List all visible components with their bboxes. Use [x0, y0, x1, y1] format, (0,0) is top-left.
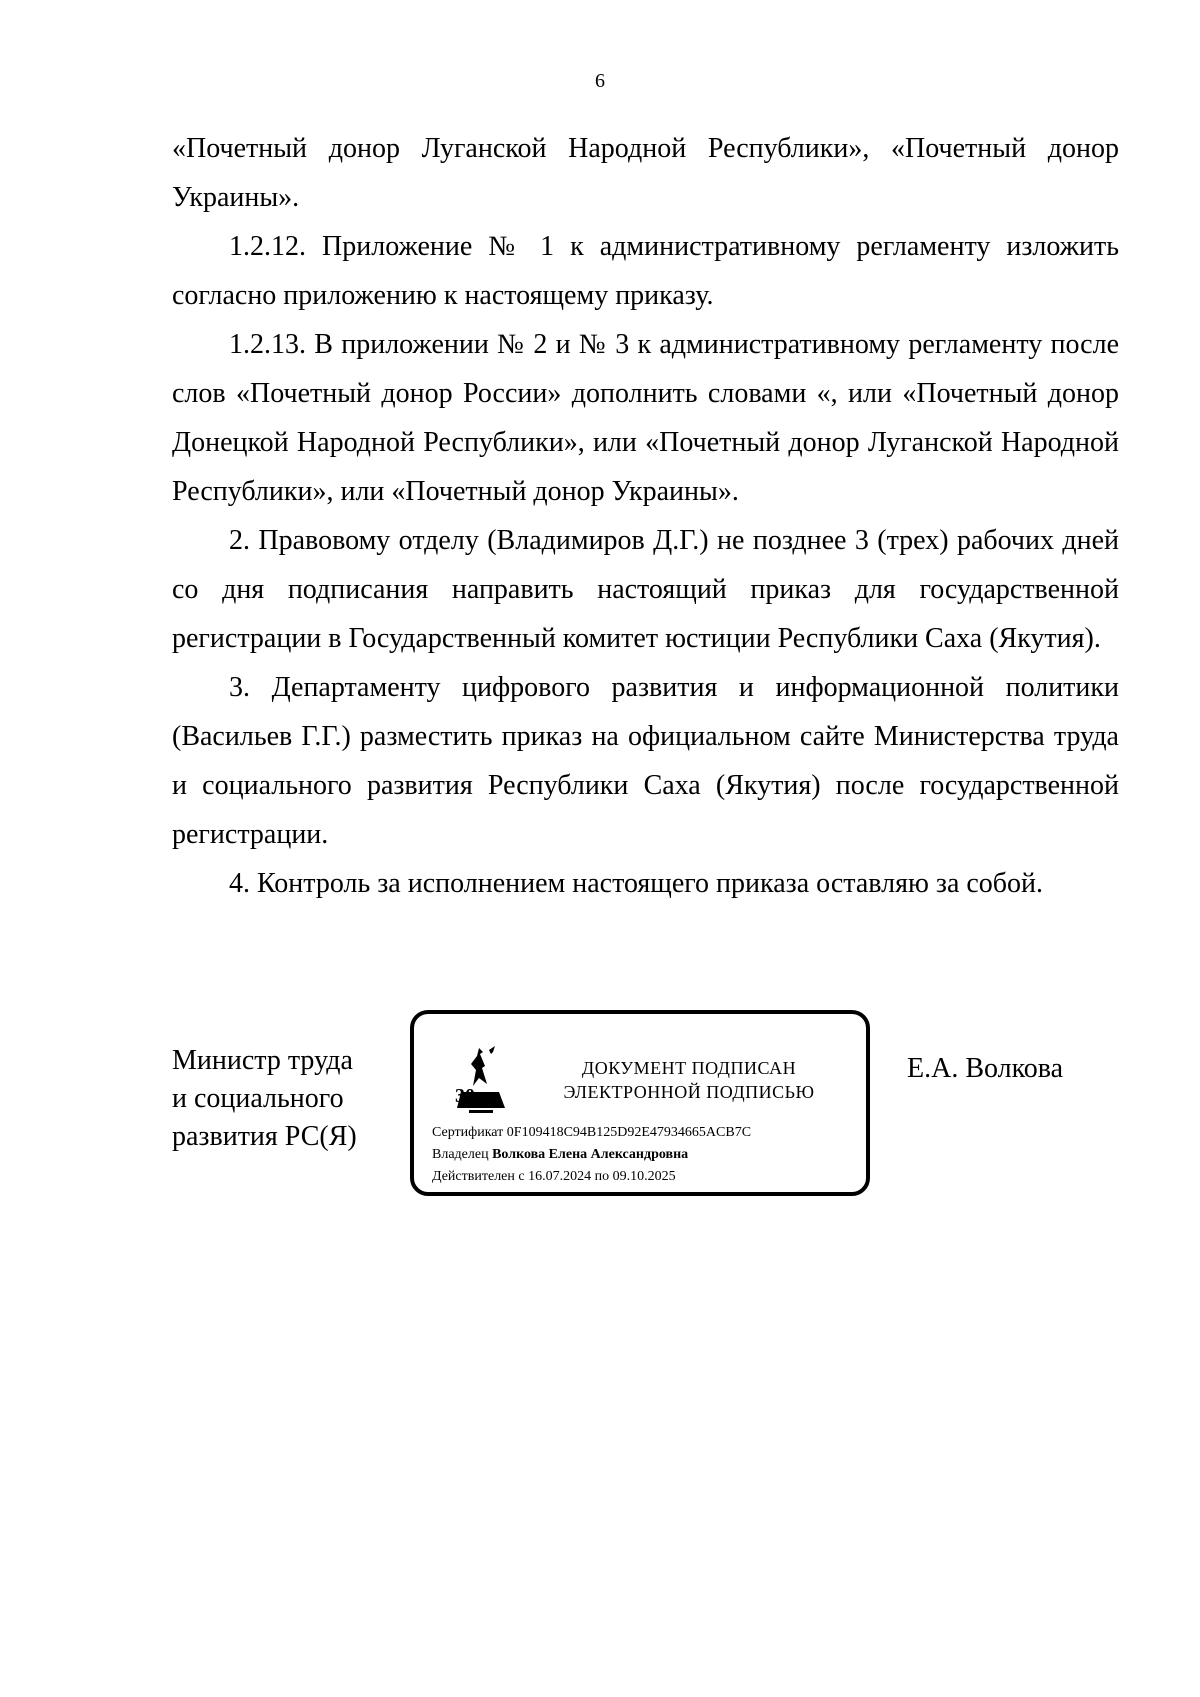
paragraph-4: 4. Контроль за исполнением настоящего приказа оставляю за собой.: [229, 868, 1044, 899]
valid-from-word: с: [518, 1169, 525, 1184]
signature-block: [172, 1042, 1132, 1242]
signer-name: Е.А. Волкова: [907, 1053, 1064, 1084]
stamp-details: [432, 1122, 862, 1188]
certificate-row: [432, 1122, 862, 1144]
position-line: развития РС(Я): [172, 1121, 357, 1152]
certificate-label: Сертификат: [432, 1125, 504, 1140]
stamp-header: [514, 1056, 864, 1104]
electronic-signature-stamp: [410, 1010, 870, 1196]
stamp-header-line: ДОКУМЕНТ ПОДПИСАН: [581, 1058, 797, 1078]
paragraph-1-2-13: 1.2.13. В приложении № 2 и № 3 к административному регламенту после слов «Почетный донор России» дополнить словами «, или «Почетный донор Донецкой Народной Республики», или «Почетный донор Луганской Народной Республики», или «Почетный донор Украины».: [172, 329, 1119, 507]
valid-to-word: по: [594, 1169, 610, 1184]
signer-position: [172, 1042, 382, 1156]
owner-value: Волкова Елена Александровна: [492, 1147, 689, 1162]
paragraph-continuation: «Почетный донор Луганской Народной Республики», «Почетный донор Украины».: [172, 133, 1119, 213]
valid-from: 16.07.2024: [528, 1169, 592, 1184]
certificate-value: 0F109418C94B125D92E47934665ACB7C: [506, 1125, 752, 1140]
paragraph-3: 3. Департаменту цифрового развития и информационной политики (Васильев Г.Г.) разместить приказ на официальном сайте Министерства труда и социального развития Республики Саха (Якутия) после государственной регистрации.: [172, 672, 1119, 850]
stamp-header-line: ЭЛЕКТРОННОЙ ПОДПИСЬЮ: [563, 1082, 815, 1102]
valid-to: 09.10.2025: [612, 1169, 676, 1184]
page-number: 6: [595, 70, 605, 92]
paragraph-2: 2. Правовому отделу (Владимиров Д.Г.) не позднее 3 (трех) рабочих дней со дня подписания направить настоящий приказ для государственной регистрации в Государственный комитет юстиции Республики Саха (Якутия).: [172, 525, 1119, 654]
emblem-number: 30: [455, 1085, 475, 1107]
paragraph-1-2-12: 1.2.12. Приложение № 1 к административному регламенту изложить согласно приложению к настоящему приказу.: [172, 231, 1119, 311]
document-body: [172, 124, 1119, 908]
position-line: и социального: [172, 1083, 344, 1114]
validity-row: [432, 1166, 862, 1188]
position-line: Министр труда: [172, 1045, 353, 1076]
owner-row: [432, 1144, 862, 1166]
valid-label: Действителен: [432, 1169, 515, 1184]
owner-label: Владелец: [432, 1147, 489, 1162]
monument-emblem-icon: [449, 1044, 509, 1119]
